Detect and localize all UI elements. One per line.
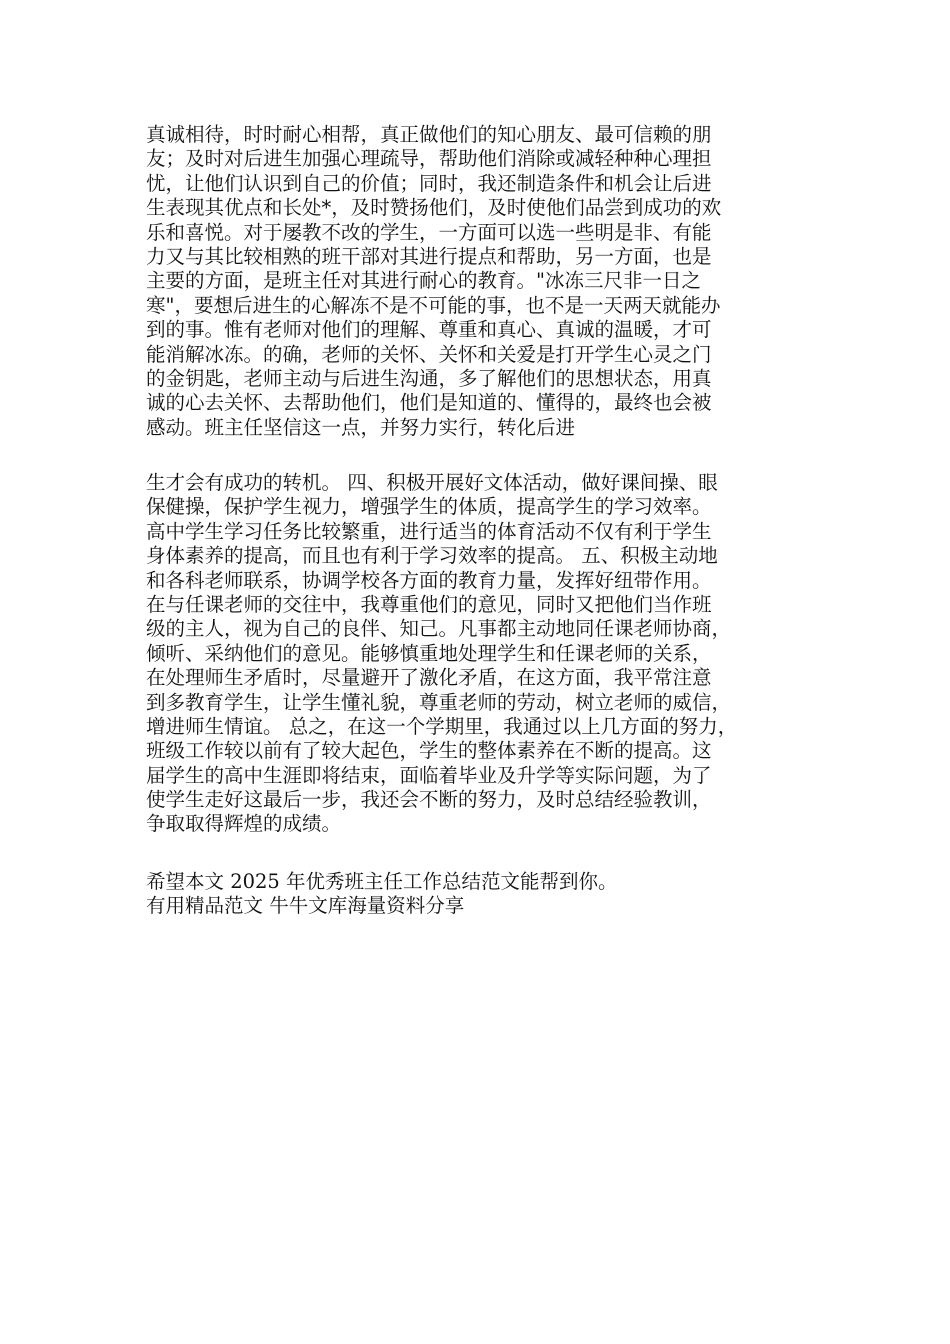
closing-note bbox=[146, 870, 826, 919]
text-line: 高中学生学习任务比较繁重，进行适当的体育活动不仅有利于学生 bbox=[146, 519, 712, 543]
text-line: 诚的心去关怀、去帮助他们，他们是知道的、懂得的，最终也会被 bbox=[146, 391, 712, 415]
text-line: 在处理师生矛盾时，尽量避开了激化矛盾，在这方面，我平常注意 bbox=[146, 666, 712, 690]
text-line: 到多教育学生，让学生懂礼貌，尊重老师的劳动，树立老师的威信， bbox=[146, 690, 732, 714]
text-line: 班级工作较以前有了较大起色，学生的整体素养在不断的提高。这 bbox=[146, 739, 712, 763]
text-line: 保健操，保护学生视力，增强学生的体质，提高学生的学习效率。 bbox=[146, 495, 712, 519]
text-line: 届学生的高中生涯即将结束，面临着毕业及升学等实际问题，为了 bbox=[146, 763, 712, 787]
paragraph-2 bbox=[146, 471, 826, 837]
text-line: 真诚相待，时时耐心相帮，真正做他们的知心朋友、最可信赖的朋 bbox=[146, 123, 712, 146]
text-line: 生表现其优点和长处*，及时赞扬他们，及时使他们品尝到成功的欢 bbox=[146, 196, 722, 220]
text-line: 倾听、采纳他们的意见。能够慎重地处理学生和任课老师的关系， bbox=[146, 641, 712, 665]
text-line: 力又与其比较相熟的班干部对其进行提点和帮助，另一方面，也是 bbox=[146, 244, 712, 268]
text-line: 争取取得辉煌的成绩。 bbox=[146, 812, 342, 836]
text-line: 寒"，要想后进生的心解冻不是不可能的事，也不是一天两天就能办 bbox=[146, 293, 721, 317]
text-line: 的金钥匙，老师主动与后进生沟通，多了解他们的思想状态，用真 bbox=[146, 366, 712, 390]
text-line: 乐和喜悦。对于屡教不改的学生，一方面可以选一些明是非、有能 bbox=[146, 220, 712, 244]
text-line: 生才会有成功的转机。 四、积极开展好文体活动，做好课间操、眼 bbox=[146, 471, 718, 494]
text-line: 友；及时对后进生加强心理疏导，帮助他们消除或减轻种种心理担 bbox=[146, 147, 712, 171]
text-line: 忧，让他们认识到自己的价值；同时，我还制造条件和机会让后进 bbox=[146, 171, 712, 195]
text-line: 和各科老师联系，协调学校各方面的教育力量，发挥好纽带作用。 bbox=[146, 568, 712, 592]
paragraph-1 bbox=[146, 123, 826, 440]
text-line: 增进师生情谊。 总之，在这一个学期里，我通过以上几方面的努力， bbox=[146, 714, 738, 738]
text-line: 级的主人，视为自己的良伴、知己。凡事都主动地同任课老师协商， bbox=[146, 617, 732, 641]
closing-line: 希望本文 2025 年优秀班主任工作总结范文能帮到你。 bbox=[146, 870, 618, 893]
text-line: 感动。班主任坚信这一点，并努力实行，转化后进 bbox=[146, 415, 576, 439]
text-line: 主要的方面，是班主任对其进行耐心的教育。"冰冻三尺非一日之 bbox=[146, 269, 701, 293]
text-line: 在与任课老师的交往中，我尊重他们的意见，同时又把他们当作班 bbox=[146, 592, 712, 616]
text-line: 使学生走好这最后一步，我还会不断的努力，及时总结经验教训， bbox=[146, 788, 712, 812]
closing-line: 有用精品范文 牛牛文库海量资料分享 bbox=[146, 894, 465, 918]
text-line: 身体素养的提高，而且也有利于学习效率的提高。 五、积极主动地 bbox=[146, 544, 718, 568]
text-line: 能消解冰冻。的确，老师的关怀、关怀和关爱是打开学生心灵之门 bbox=[146, 342, 712, 366]
text-line: 到的事。惟有老师对他们的理解、尊重和真心、真诚的温暖，才可 bbox=[146, 318, 712, 342]
